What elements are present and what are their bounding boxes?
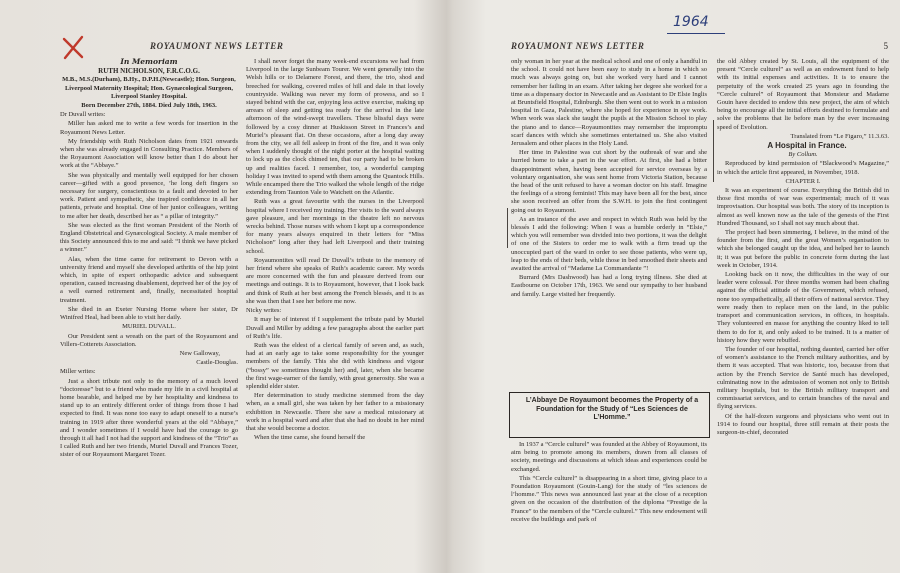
- right-column-2: [717, 58, 889, 438]
- paragraph: Her time in Palestine was cut short by the outbreak of war and she hurried home to take a part in the war effort. At first, she had a bitter disappointment when, having been accepted for service overseas by a voluntary organisation, she was sent home from Victoria Station, because the head of the unit refused to have a woman doctor on his staff. Imagine the feelings of a strong feminist! This may have been all for the best, since she soon received an offer from the S.W.H. to join the first contingent going out to Royaumont.: [511, 149, 707, 214]
- paragraph: Of the half-dozen surgeons and physicians who went out in 1914 to found our hospital, three still remain at their posts the surgeon-in-chief, decorated: [717, 412, 889, 436]
- byline: By Collum.: [788, 151, 818, 159]
- paragraph: Nicky writes:: [246, 307, 282, 315]
- paragraph: Reproduced by kind permission of “Blackwood’s Magazine,” in which the article first appeared, in November, 1918.: [717, 160, 889, 176]
- handwritten-underline: [667, 33, 725, 34]
- left-page: [0, 0, 449, 573]
- paragraph: Burrard (Mrs Dashwood) has had a long trying illness. She died at Eastbourne on October 17th, 1963. We send our sympathy to her husband and family. Large visited her frequently.: [511, 274, 707, 298]
- memoriam-heading: In Memoriam: [120, 57, 178, 66]
- obituary-name: RUTH NICHOLSON, F.R.C.O.G.: [98, 67, 200, 76]
- running-head-right: ROYAUMONT NEWS LETTER: [511, 41, 645, 51]
- margin-mark: [507, 208, 508, 248]
- paragraph: Looking back on it now, the difficulties in the way of our leader were colossal. For three months women had been chafing against the official attitude of the Government, which refused, none too sympathetically, all their offers of national service. They were ready then to replace men on the land, in the public transport and communication services, in offices, in hospitals. They volunteered en masse for anything the country liked to tell them to do for it, and only asked to be trained. It is a matter of history how they were rebuffed.: [717, 271, 889, 344]
- obituary-credentials: M.B., M.S.(Durham), B.Hy., D.P.H.(Newcastle); Hon. Surgeon, Liverpool Maternity Hospital; Hon. Gynæcological Surgeon, Liverpool Stanley Hospital.: [62, 76, 236, 100]
- address-line: Castle-Douglas.: [196, 359, 238, 367]
- page-number: 5: [883, 41, 888, 51]
- paragraph: As an instance of the awe and respect in which Ruth was held by the blessés I add the following: When I was a humble orderly in “Elsie,” which you will remember was divided into two portions, it was the delight of one of the Sisters to order me to walk with a firm tread up the unoccupied part of the ward in order to see those patients, who were up, leap to the ends of their beds, while those in bed smoothed their sheets and awaited the arrival of “Madame La Commandante ”!: [511, 215, 707, 273]
- paragraph: Alas, when the time came for retirement to Devon with a university friend and myself she developed arthritis of the hip joint which, in spite of expert orthopædic advice and subsequent operation, caused increasing disablement, deprived her of the joy of a well earned retirement and, finally, necessitated hospital treatment.: [60, 255, 238, 304]
- chapter-heading: CHAPTER I.: [785, 177, 821, 185]
- left-column-1: [60, 58, 238, 461]
- paragraph: It was an experiment of course. Everything the British did in those first months of war was experimental; much of it was improvisation. Our hospital was both. The story of its inception is almost as well known now as the tale of the genesis of the First Hundred Thousand, so I shall not say much about that.: [717, 187, 889, 227]
- address-line: New Galloway,: [179, 349, 220, 357]
- paragraph: Her determination to study medicine stemmed from the day when, as a small girl, she was taken by her father to a missionary exhibition in Newcastle. There she saw a medical missionary at work in a hospital ward and after that she had no doubt in her mind that she would become a doctor.: [246, 392, 424, 432]
- paragraph: She was physically and mentally well equipped for her chosen career—gifted with a good presence, ’he long deft fingers so necessary for surgery, conscientious to a fault and devoted to her work. Patient and sympathetic, she inspired confidence in all her patients, private and hospital. One of her junior colleagues, writing to me after her death, described her as “ a pillar of integrity.”: [60, 171, 238, 220]
- paragraph: Royaumontites will read Dr Duvall’s tribute to the memory of her friend where she speaks of Ruth’s academic career. My words are more concerned with the fun and pleasure derived from our meetings and outings. It is to Royaumont, however, that I look back and think of Ruth at her best among the French blessés, and it is as she was then that I see her before me now.: [246, 256, 424, 305]
- paragraph: the old Abbey created by St. Louis, all the equipment of the present “Cercle culturel” as well as an endowment fund to help with its initial expenses and activities. It is to ensure the perpetuity of the work created 25 years ago in founding the “Cercle culturel” of Royaumont that Monsieur and Madame Gouin have decided to endow this new project, the aim of which being to encourage all the initial efforts destined to formulate and solve the problems that lie before man by the ever increasing speed of Evolution.: [717, 58, 889, 131]
- paragraph: She was elected as the first woman President of the North of England Obstetrical and Gynæcological Society. A male member of this Society announced this to me and said: “I think we have picked a winner.”: [60, 221, 238, 254]
- paragraph: She died in an Exeter Nursing Home where her sister, Dr Winifred Heal, had been able to visit her daily.: [60, 305, 238, 322]
- translation-credit: Translated from “Le Figaro,” 11.3.63.: [790, 132, 889, 140]
- paragraph: When the time came, she found herself the: [254, 434, 366, 442]
- paragraph: Dr Duvall writes:: [60, 111, 106, 119]
- paragraph: I shall never forget the many week-end excursions we had from Liverpool in the large Sunbeam Tourer. We went generally into the Welsh hills or to Delamere Forest, and there, the trio, shod and breeched for walking, covered miles of hill and dale in that lovely countryside. Walking was never my form of prowess, and so I stayed behind with the car, enjoying less active exercise, making up arrears of sleep and getting tea ready for the arrival in the late afternoon of the wind-swept travellers. These blissful days were followed by a cosy dinner at Huskisson Street in Frances’s and Muriel’s pleasant flat. On these occasions, after a long day away from the city, we all fell asleep in front of the fire, and it was only when I suddenly thought of the night porter at the hospital waiting to lock up as the clock chimed ten, that our party had to be broken up and realities faced. I remember, too, a wonderful camping holiday I was invited to spend with them among the Quantock Hills. While encamped there the Trio walked the whole length of the ridge extending from Taunton Vale to Watchett on the Atlantic.: [246, 58, 424, 197]
- article-title: L’Abbaye De Royaumont becomes the Property of a Foundation for the Study of “Les Sciences de L’Homme.”: [525, 397, 699, 421]
- left-column-2: [246, 58, 424, 443]
- right-column-1-continued: [511, 441, 707, 525]
- running-head-left: ROYAUMONT NEWS LETTER: [150, 41, 284, 51]
- obituary-dates: Born December 27th, 1884. Died July 18th, 1963.: [81, 102, 217, 110]
- right-column-1: [511, 58, 707, 300]
- paragraph: Ruth was a great favourite with the nurses in the Liverpool hospital where I received my training. Her visits to the ward always gave pleasure, and her mornings in the theatre left no nervous wrecks behind. Those nurses with whom I kept up a correspondence for many years always enquired in their letters for “Miss Nicholson” long after they had left Liverpool and their training school.: [246, 198, 424, 255]
- paragraph: The founder of our hospital, nothing daunted, carried her offer of women’s assistance to the French military authorities, and by them it was accepted. That was historic, too, because from that action by the French Service de Santé much has developed, culminating now in the admission of women not only to British military hospitals, but to the British military transport and commissariat services, and to certain branches of the naval and flying services.: [717, 345, 889, 411]
- paragraph: Just a short tribute not only to the memory of a much loved “doctoresse” but to a friend who made my life in a civil hospital at home bearable, and helped me by her hospitality and kindness to stand up to an entirely different order of things from those I had expected to find. It was none too easy to adapt oneself to a nurse’s training in 1919 after three wonderful years at the old “Abbaye,” and I wonder sometimes if I would have had the courage to go through it all had I not had the support and kindness of the “Trio” as I called Ruth and her two friends, Muriel Duvall and Frances Tozer, sister of our Royaumont Margaret Tozer.: [60, 377, 238, 459]
- paragraph: The project had been simmering, I believe, in the mind of the founder from the first, and the great Women’s organisation to which she belonged caught up the idea, and helped her to launch it; it was put before the public in concrete form during the last week in October, 1914.: [717, 229, 889, 269]
- paragraph: My friendship with Ruth Nicholson dates from 1921 onwards when she was already engaged in Consulting Practice. Members of the Royaumont Association will know better than I do about her work at the “Abbaye.”: [60, 137, 238, 170]
- right-page: [451, 0, 900, 573]
- paragraph: In 1937 a “Cercle culturel” was founded at the Abbey of Royaumont, its aim being to promote among its members, drawn from all classes of society, meetings and discussions at which ideas and experiences could be exchanged.: [511, 441, 707, 473]
- hospital-article-title: A Hospital in France.: [767, 141, 847, 151]
- margin-mark: [713, 120, 714, 182]
- handwritten-year: 1964: [673, 14, 709, 30]
- paragraph: This “Cercle culturel” is disappearing in a short time, giving place to a Foundation Royaumont (Gouin-Lang) for the study of “les sciences de l’homme.” This news was announced last year at the close of a reception given on the occasion of the distribution of the diploma “Prestige de la France” to the members of the “Cercle culturel.” This new endowment will receive the buildings and park of: [511, 474, 707, 523]
- paragraph: Ruth was the eldest of a clerical family of seven and, as such, had at an early age to take some responsibility for the younger members of the family. This she did with kindness and vigour (“bossy” we sometimes thought her) and, later, when she became the first wage-earner of the family, with great generosity. She was a splendid elder sister.: [246, 341, 424, 390]
- signature: MURIEL DUVALL.: [122, 323, 176, 331]
- paragraph: Miller writes:: [60, 368, 96, 376]
- paragraph: Miller has asked me to write a few words for insertion in the Royaumont News Letter.: [60, 120, 238, 136]
- paragraph: It may be of interest if I supplement the tribute paid by Muriel Duvall and Miller by adding a few paragraphs about the earlier part of Ruth’s life.: [246, 316, 424, 340]
- paragraph: only woman in her year at the medical school and one of only a handful in the school. It could not have been easy to study in a home in which so much was always going on, but she worked very hard and I cannot remember her failing in an exam. After taking her degree she worked for a time as a dispensary doctor in Newcastle and as Assistant to Dr Elsie Inglis at Bruntsfield Hospital, Edinburgh. She then went out to work in a mission hospital in Gaza, Palestine, where she hoped for experience in eye work. When work was slack she taught the pupils at the Mission School to play the piano and to dance—Royaumontites may remember the impromptu scarf dances with which she sometimes entertained us. She also visited Jerusalem and other places in the Holy Land.: [511, 58, 707, 148]
- paragraph: Our President sent a wreath on the part of the Royaumont and Villers-Cotterets Association.: [60, 332, 238, 348]
